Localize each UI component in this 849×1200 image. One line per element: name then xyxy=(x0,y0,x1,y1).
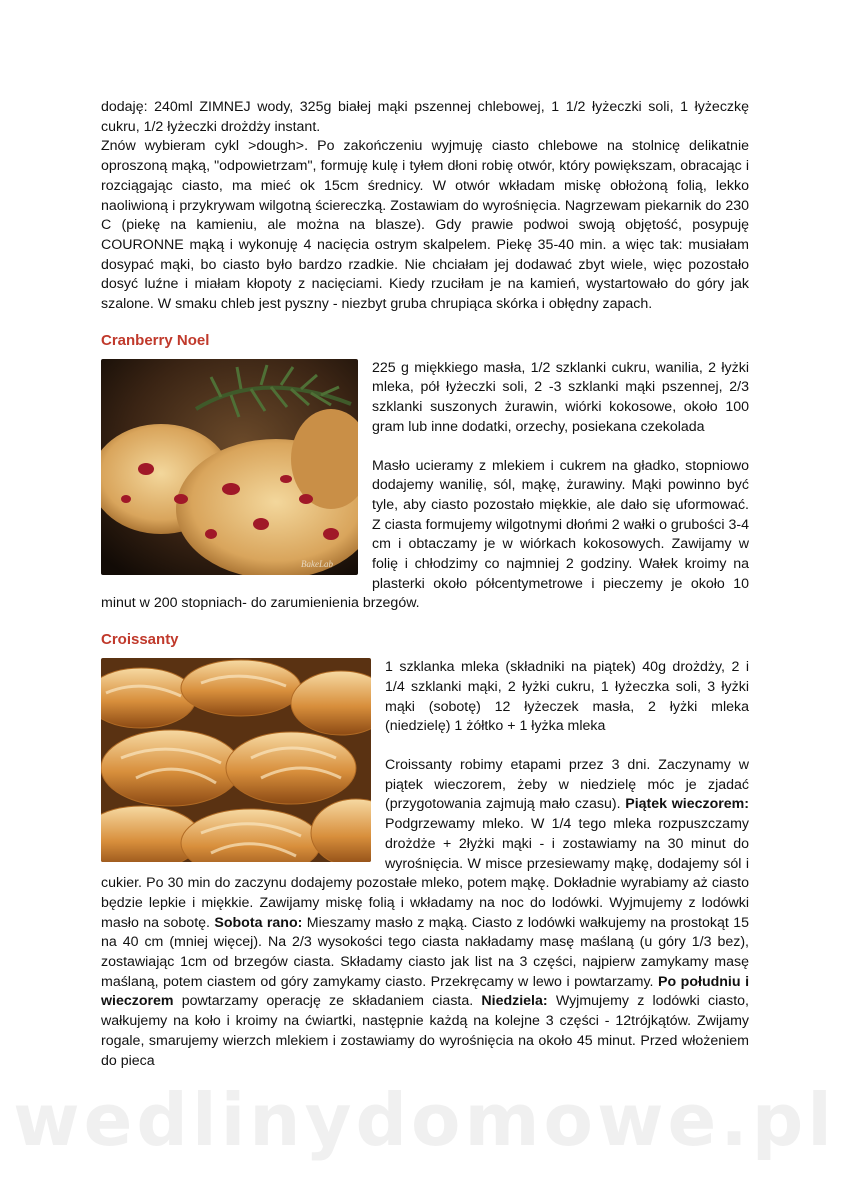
intro-paragraph-1: dodaję: 240ml ZIMNEJ wody, 325g białej mąki pszennej chlebowej, 1 1/2 łyżeczki soli, 1 łyżeczkę cukru, 1/2 łyżeczki drożdży instant. xyxy=(101,99,749,135)
document-page xyxy=(101,98,749,1071)
site-watermark: wedlinydomowe.pl xyxy=(13,1078,836,1162)
croissants-photo xyxy=(101,658,371,862)
photo-signature: BakeLab xyxy=(301,558,333,569)
afternoon-steps: powtarzamy operację ze składaniem ciasta. xyxy=(173,993,482,1010)
sunday-label: Niedziela: xyxy=(481,993,548,1010)
croissants-heading: Croissanty xyxy=(101,631,179,649)
croissants-image xyxy=(101,658,371,862)
afternoon-label: Po południu i wieczorem xyxy=(101,973,750,1010)
friday-label: Piątek wieczorem: xyxy=(625,796,750,813)
cranberry-cookies-image xyxy=(101,359,358,575)
cranberry-method: Masło ucieramy z mlekiem i cukrem na gładko, stopniowo dodajemy wanilię, sól, mąkę, żurawiny. Mąki powinno być tyle, aby ciasto pozostało miękkie, ale dało się uformować. Z ciasta formujemy wilgotnymi dłońmi 2 wałki o grubości 3-4 cm i obtaczamy je w wiórkach kokosowych. Zawijamy w folię i chłodzimy co najmniej 2 godziny. Wałek kroimy na plasterki około półcentymetrowe i pieczemy je około 10 minut w 200 stopniach- do zarumienienia brzegów. xyxy=(101,457,749,612)
cranberry-cookies-photo xyxy=(101,359,358,575)
intro-paragraph-2: Znów wybieram cykl >dough>. Po zakończeniu wyjmuję ciasto chlebowe na stolnicę delikatnie oproszoną mąką, "odpowietrzam", formuję kulę i tyłem dłoni robię otwór, który powiększam, obracając i rozciągając ciasto, ma mieć ok 15cm średnicy. W otwór wkładam miskę obłożoną folią, lekko naoliwioną i przykrywam wilgotną ściereczką. Zostawiam do wyrośnięcia. Nagrzewam piekarnik do 230 C (piekę na kamieniu, ale można na blasze). Gdy prawie podwoi swoją objętość, posypuję COURONNE mąką i wykonuję 4 nacięcia ostrym skalpelem. Piekę 35-40 min. a więc tak: musiałam dosypać mąki, bo ciasto było bardzo rzadkie. Nie chciałam jej dodawać zbyt wiele, więc pozostało dosyć luźne i miałam kłopoty z nacięciami. Kiedy rzuciłam je na kamień, wystartowało do góry jak szalone. W smaku chleb jest pyszny - niezbyt gruba chrupiąca skórka i obłędny zapach. xyxy=(101,138,749,313)
cranberry-noel-heading: Cranberry Noel xyxy=(101,331,210,349)
saturday-steps: Mieszamy masło z mąką. Ciasto z lodówki wałkujemy na prostokąt 15 na 40 cm (mniej więcej). Na 2/3 wysokości tego ciasta nakładamy masę maślaną (u góry 1/3 bez), zostawiając 1cm od brzegów ciasta. Składamy ciasto jak list na 3 części, najpierw zamykamy masę maślaną, potem ciastem od góry zamykamy ciasto. Przekręcamy w lewo i powtarzamy. xyxy=(101,914,749,990)
sunday-steps: Wyjmujemy z lodówki ciasto, wałkujemy na koło i kroimy na ćwiartki, następnie każdą na kolejne 3 części - 12trójkątów. Zwijamy rogale, smarujemy wierzch mlekiem i zostawiamy do wyrośnięcia na około 45 minut. Przed włożeniem do pieca xyxy=(101,993,749,1069)
saturday-label: Sobota rano: xyxy=(214,914,303,931)
cranberry-ingredients: 225 g miękkiego masła, 1/2 szklanki cukru, wanilia, 2 łyżki mleka, pół łyżeczki soli, 2 -3 szklanki mąki pszennej, 2/3 szklanki suszonych żurawin, wiórki kokosowe, około 100 gram lub inne dodatki, orzechy, posiekana czekolada xyxy=(372,359,749,435)
croissants-ingredients: 1 szklanka mleka (składniki na piątek) 40g drożdży, 2 i 1/4 szklanki mąki, 2 łyżki cukru, 1 łyżeczka soli, 3 łyżki mąki (sobotę) 12 łyżeczek masła, 2 łyżki mleka (niedzielę) 1 żółtko + 1 łyżka mleka xyxy=(385,659,749,735)
method-intro: Croissanty robimy etapami przez 3 dni. Zaczynamy w piątek wieczorem, żeby w niedzielę móc je zjadać (przygotowania zajmują mało czasu). xyxy=(385,756,749,813)
friday-steps: Podgrzewamy mleko. W 1/4 tego mleka rozpuszczamy drożdże + 2łyżki mąki - i zostawiamy na 30 minut do wyrośnięcia. W misce przesiewamy mąkę, dodajemy sól i cukier. Po 30 min do zaczynu dodajemy pozostałe mleko, potem mąkę. Dokładnie wyrabiamy aż ciasto będzie lepkie i miękkie. Zawijamy miskę folią i wkładamy na noc do lodówki. Wyjmujemy z lodówki masło na sobotę. xyxy=(101,816,749,931)
